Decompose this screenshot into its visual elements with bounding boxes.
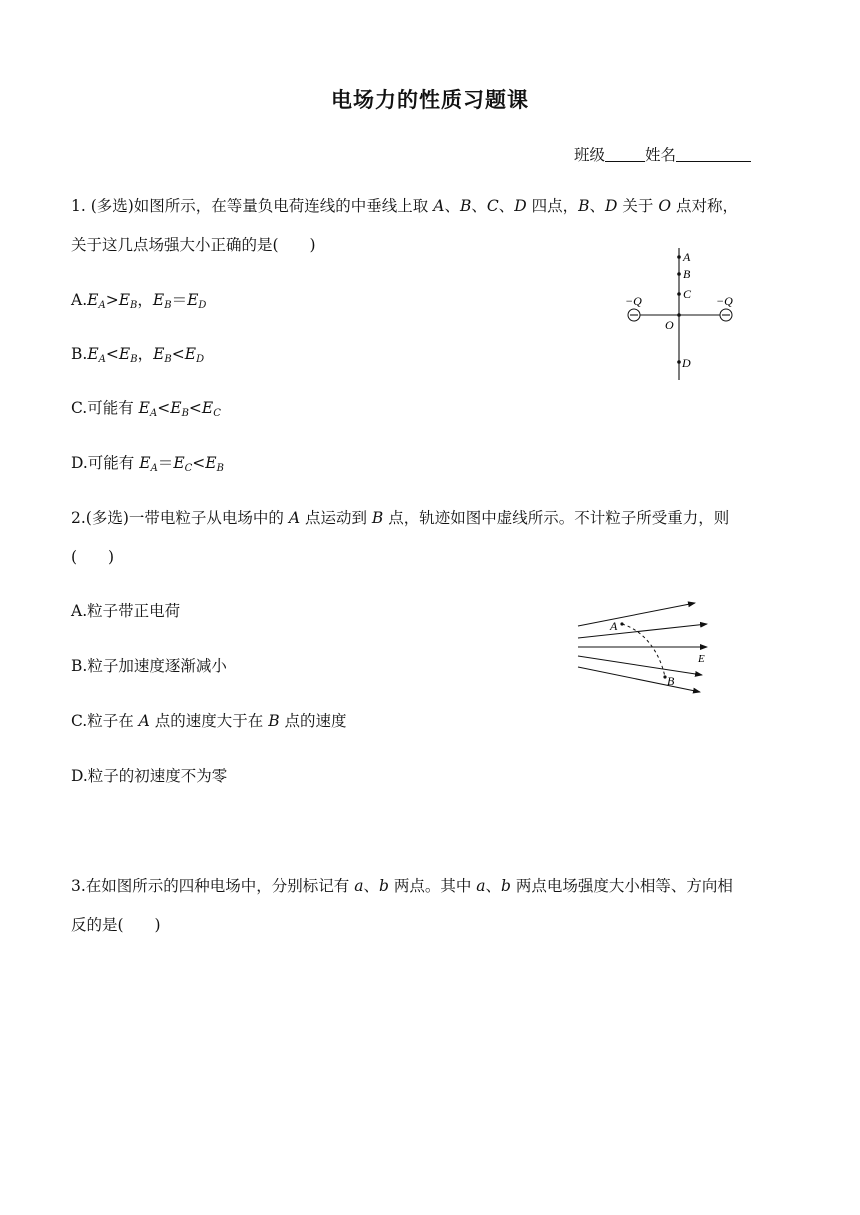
label-c: C (683, 287, 692, 301)
q2-stem-line1: 2.(多选)一带电粒子从电场中的 A 点运动到 B 点，轨迹如图中虚线所示。不计粒子所受重力，则 (71, 509, 730, 527)
label-b: B (683, 267, 691, 281)
point-a (677, 255, 681, 259)
q1-option-b[interactable]: $B.E_A<E_B$，$E_B<E_D$ (71, 345, 205, 365)
label-d: D (682, 356, 691, 370)
field-line-1 (578, 603, 695, 626)
field-line-4 (578, 656, 702, 675)
q2-option-c[interactable]: C.粒子在 A 点的速度大于在 B 点的速度 (71, 712, 347, 730)
q2-option-d[interactable]: D.粒子的初速度不为零 (71, 767, 228, 785)
point-o (677, 313, 681, 317)
q3-stem-line2: 反的是( ) (71, 916, 161, 934)
q1-option-a[interactable]: $A.E_A>E_B$，$E_B=E_D$ (71, 291, 207, 311)
q1-option-c[interactable]: C.可能有 $E_A<E_B<E_C$ (71, 399, 221, 419)
name-blank[interactable] (676, 146, 751, 162)
page-title: 电场力的性质习题课 (331, 88, 529, 112)
q1-option-d[interactable]: D.可能有 $E_A=E_C<E_B$ (71, 454, 224, 474)
q2-option-b[interactable]: B.粒子加速度逐渐减小 (71, 657, 227, 675)
point-b (677, 272, 681, 276)
q2-figure-field-lines (570, 595, 720, 700)
field-line-2 (578, 624, 707, 638)
q1-figure-charges (620, 243, 750, 383)
label-e: E (698, 653, 705, 665)
point-d (677, 360, 681, 364)
point-c (677, 292, 681, 296)
class-blank[interactable] (605, 146, 645, 162)
q2-option-a[interactable]: A.粒子带正电荷 (71, 602, 181, 620)
class-label: 班级 (574, 146, 606, 164)
label-b: B (667, 674, 675, 688)
q1-stem-line1: 1. (多选)如图所示，在等量负电荷连线的中垂线上取 A、B、C、D 四点，B、D 关于 O 点对称， (71, 197, 738, 215)
left-charge-label: −Q (625, 294, 642, 308)
point-a (620, 622, 623, 625)
q1-stem-line2: 关于这几点场强大小正确的是( ) (71, 236, 316, 254)
label-a: A (610, 619, 618, 633)
label-o: O (665, 318, 674, 332)
name-label: 姓名 (645, 146, 677, 164)
particle-trajectory (622, 624, 665, 677)
q3-stem-line1: 3.在如图所示的四种电场中，分别标记有 a、b 两点。其中 a、b 两点电场强度大小相等、方向相 (71, 877, 733, 895)
label-a: A (683, 250, 691, 264)
right-charge-label: −Q (716, 294, 733, 308)
student-info (574, 145, 751, 165)
field-line-5 (578, 667, 700, 692)
q2-stem-line2: ( ) (71, 548, 115, 566)
